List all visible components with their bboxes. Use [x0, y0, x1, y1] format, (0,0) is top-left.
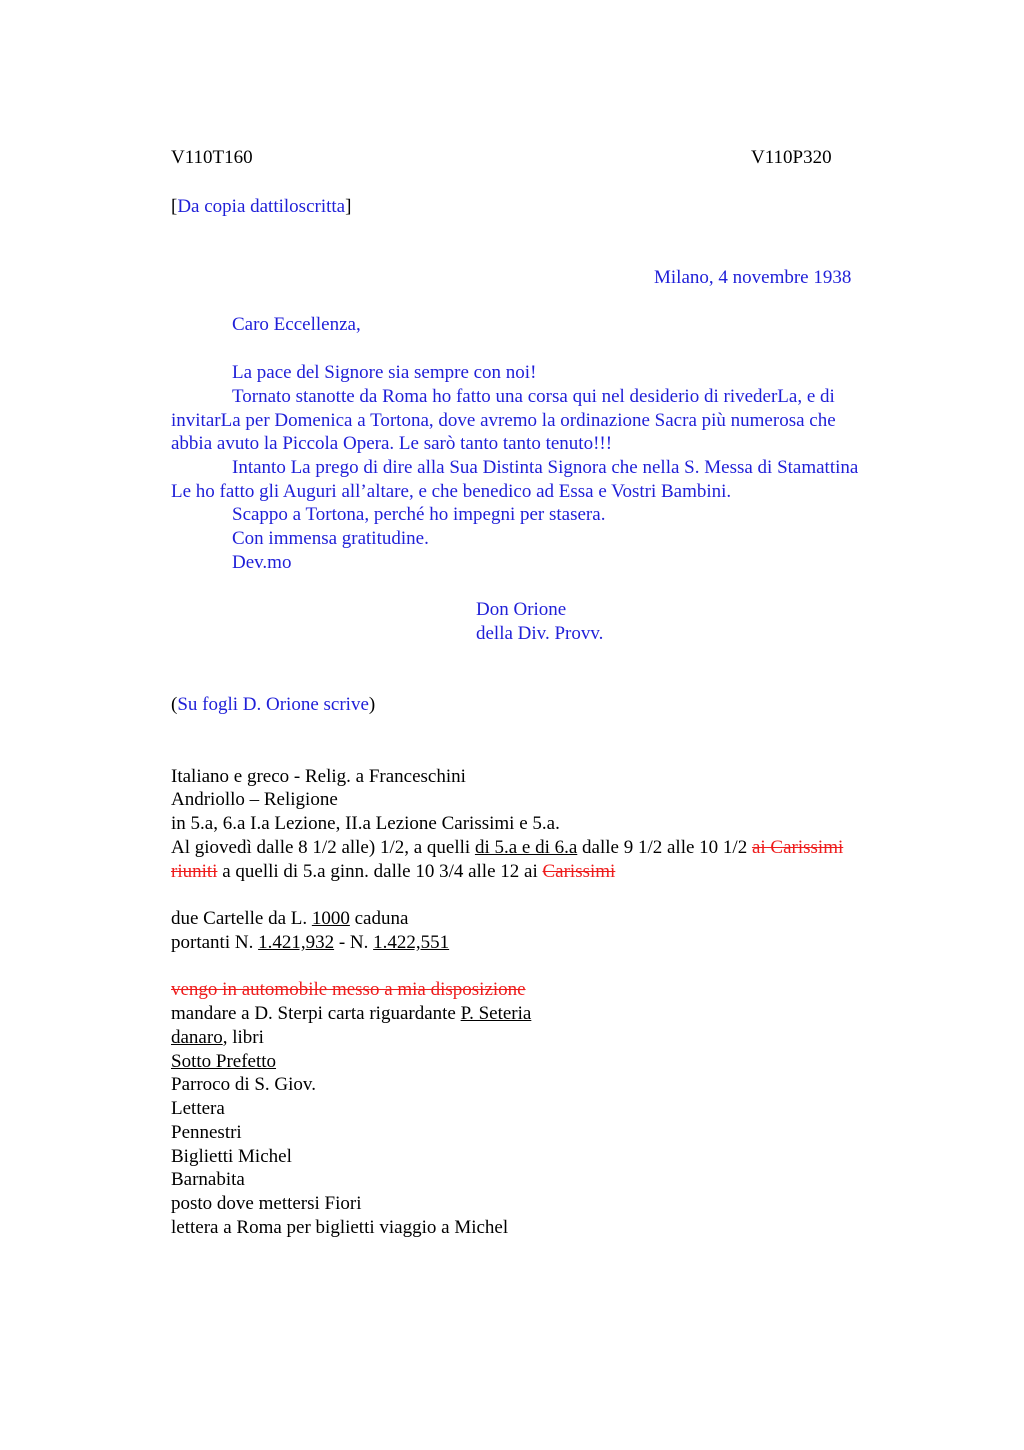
struck-text: Carissimi	[542, 861, 616, 882]
letter-line: La pace del Signore sia sempre con noi!	[232, 362, 537, 383]
note-line: Andriollo – Religione	[171, 789, 338, 810]
struck-text: riuniti	[171, 861, 218, 882]
note-line: Pennestri	[171, 1122, 242, 1143]
source-note: [Da copia dattiloscritta]	[171, 196, 352, 217]
note-line: due Cartelle da L. 1000 caduna	[171, 908, 409, 929]
signature-name: Don Orione	[476, 599, 567, 620]
note-line: Sotto Prefetto	[171, 1051, 277, 1072]
note-line: Biglietti Michel	[171, 1146, 292, 1167]
struck-note-line: vengo in automobile messo a mia disposizione	[171, 979, 526, 1000]
letter-line: Scappo a Tortona, perché ho impegni per stasera.	[232, 504, 606, 525]
note-line: lettera a Roma per biglietti viaggio a Michel	[171, 1217, 509, 1238]
document-code-right: V110P320	[751, 147, 832, 168]
letter-line: Intanto La prego di dire alla Sua Distinta Signora che nella S. Messa di Stamattina	[232, 457, 859, 478]
place-date: Milano, 4 novembre 1938	[654, 267, 852, 288]
salutation: Caro Eccellenza,	[232, 314, 361, 335]
letter-line: Le ho fatto gli Auguri all’altare, e che benedico ad Essa e Vostri Bambini.	[171, 481, 732, 502]
note-line: danaro, libri	[171, 1027, 264, 1048]
letter-line: abbia avuto la Piccola Opera. Le sarò tanto tanto tenuto!!!	[171, 433, 613, 454]
letter-line: invitarLa per Domenica a Tortona, dove avremo la ordinazione Sacra più numerosa che	[171, 410, 836, 431]
note-line: posto dove mettersi Fiori	[171, 1193, 362, 1214]
note-line: Italiano e greco - Relig. a Franceschini	[171, 766, 466, 787]
note-line: Al giovedì dalle 8 1/2 alle) 1/2, a quelli di 5.a e di 6.a dalle 9 1/2 alle 10 1/2 ai Carissimi	[171, 837, 844, 858]
note-line: portanti N. 1.421,932 - N. 1.422,551	[171, 932, 450, 953]
document-code-left: V110T160	[171, 147, 253, 168]
note-line: mandare a D. Sterpi carta riguardante P. Seteria	[171, 1003, 532, 1024]
letter-line: Con immensa gratitudine.	[232, 528, 429, 549]
letter-line: Dev.mo	[232, 552, 292, 573]
note-line: Lettera	[171, 1098, 225, 1119]
struck-text: ai Carissimi	[751, 837, 844, 858]
note-line: Barnabita	[171, 1169, 245, 1190]
note-line: in 5.a, 6.a I.a Lezione, II.a Lezione Carissimi e 5.a.	[171, 813, 560, 834]
signature-title: della Div. Provv.	[476, 623, 604, 644]
notes-intro: (Su fogli D. Orione scrive)	[171, 694, 376, 715]
note-line: Parroco di S. Giov.	[171, 1074, 316, 1095]
letter-line: Tornato stanotte da Roma ho fatto una corsa qui nel desiderio di rivederLa, e di	[232, 386, 835, 407]
note-line: riuniti a quelli di 5.a ginn. dalle 10 3/4 alle 12 ai Carissimi	[171, 861, 616, 882]
